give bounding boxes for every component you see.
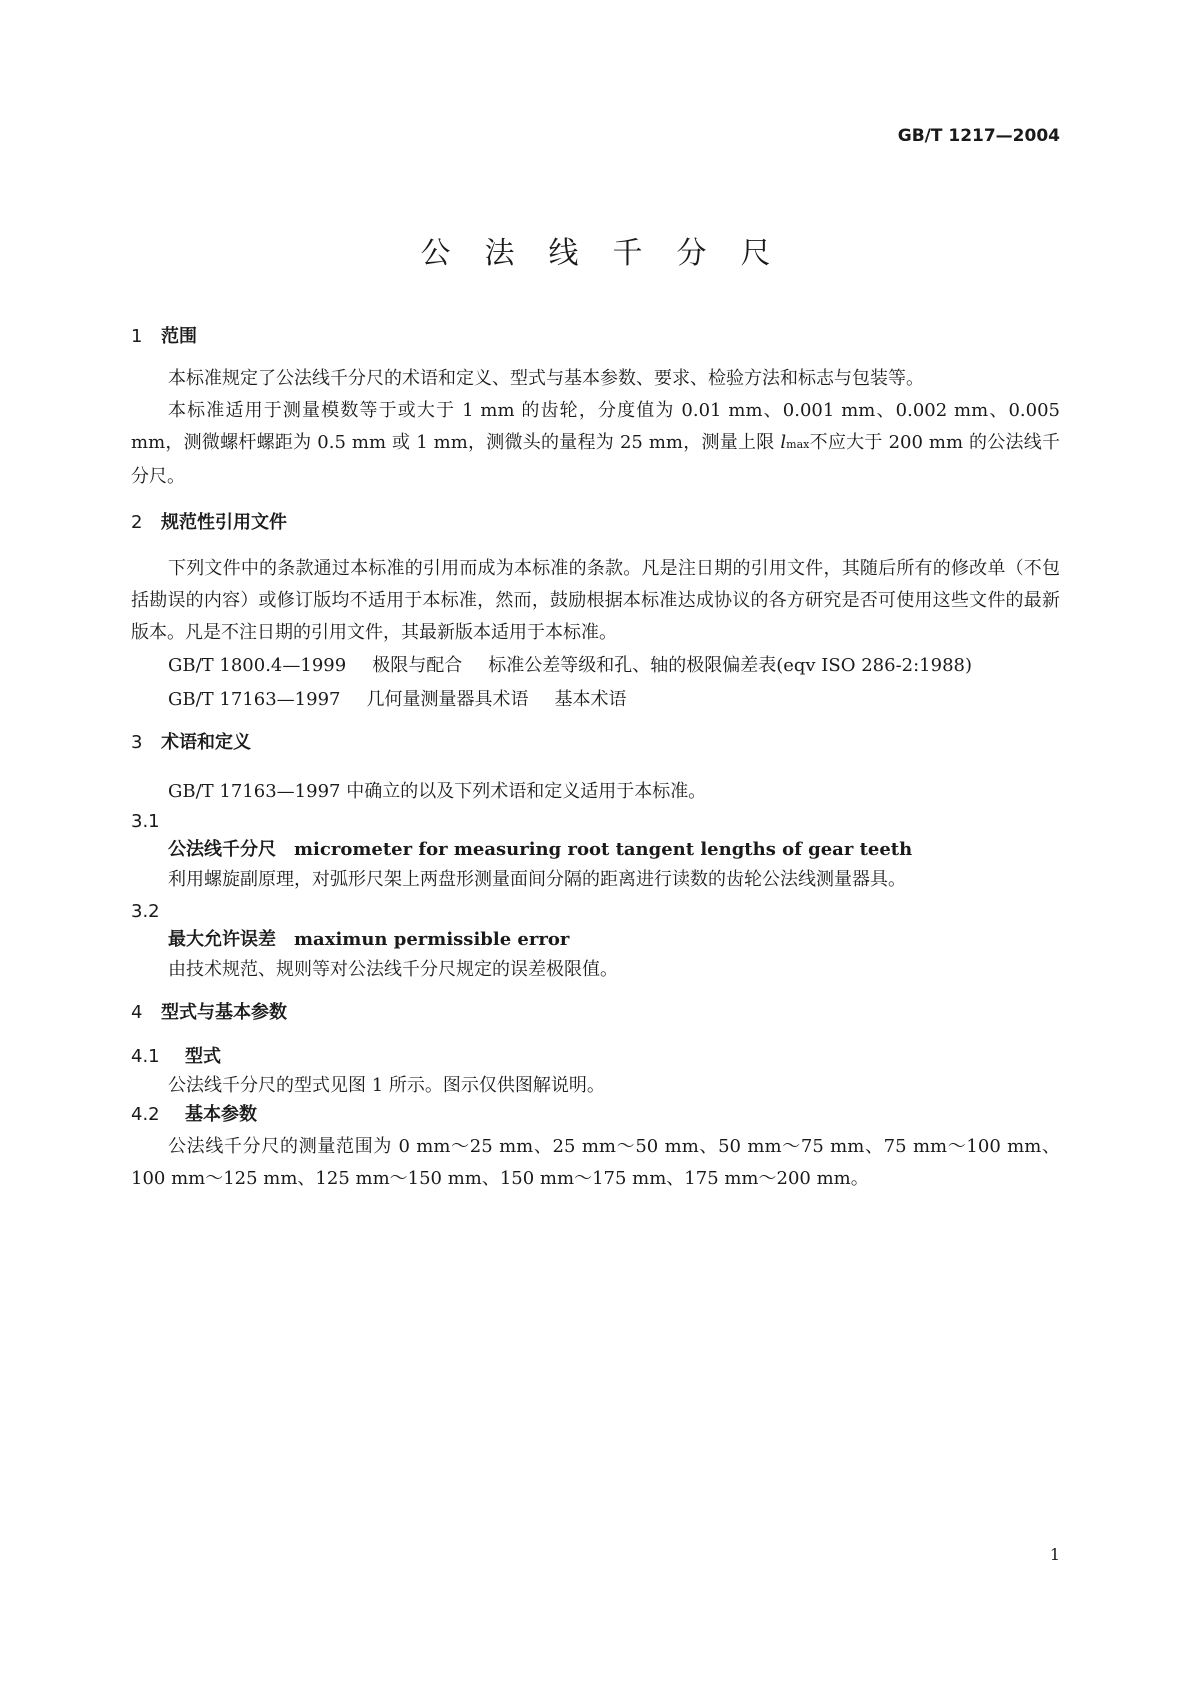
section-4-1-text: 公法线千分尺的型式见图 1 所示。图示仅供图解说明。	[168, 1075, 605, 1096]
section-title: 范围	[161, 326, 197, 347]
section-title: 型式与基本参数	[161, 1002, 287, 1023]
section-number: 4.1	[131, 1046, 160, 1067]
section-number: 1	[131, 326, 143, 347]
standard-number: GB/T 1217—2004	[897, 126, 1060, 146]
section-1-heading	[131, 325, 1060, 349]
section-title: 基本参数	[185, 1104, 257, 1125]
term-3-1: 公法线千分尺 micrometer for measuring root tangent lengths of gear teeth	[168, 839, 913, 860]
term-number: 3.1	[131, 811, 160, 832]
term-3-2-definition: 由技术规范、规则等对公法线千分尺规定的误差极限值。	[168, 959, 618, 980]
section-number: 3	[131, 732, 143, 753]
section-title: 术语和定义	[161, 732, 251, 753]
document-title: 公法线千分尺	[420, 236, 805, 271]
section-4-2-heading	[131, 1103, 1060, 1127]
term-3-1-definition: 利用螺旋副原理，对弧形尺架上两盘形测量面间分隔的距离进行读数的齿轮公法线测量器具。	[168, 869, 906, 890]
section-title: 型式	[185, 1046, 221, 1067]
scope-paragraph-1: 本标准规定了公法线千分尺的术语和定义、型式与基本参数、要求、检验方法和标志与包装等。	[168, 368, 924, 389]
section-title: 规范性引用文件	[161, 512, 287, 533]
reference-item: GB/T 17163—1997 几何量测量器具术语 基本术语	[168, 689, 627, 710]
section-number: 4.2	[131, 1104, 160, 1125]
term-number: 3.2	[131, 901, 160, 922]
document-body	[131, 325, 1060, 1195]
section-4-2-text: 公法线千分尺的测量范围为 0 mm～25 mm、25 mm～50 mm、50 mm～75 mm、75 mm～100 mm、100 mm～125 mm、125 mm～150 mm、150 mm～175 mm、175 mm～200 mm。	[131, 1136, 1060, 1189]
reference-item: GB/T 1800.4—1999 极限与配合 标准公差等级和孔、轴的极限偏差表(eqv ISO 286-2:1988)	[168, 655, 972, 676]
scope-paragraph-2: 本标准适用于测量模数等于或大于 1 mm 的齿轮，分度值为 0.01 mm、0.001 mm、0.002 mm、0.005 mm，测微螺杆螺距为 0.5 mm 或 1 mm，测微头的量程为 25 mm，测量上限 lmax不应大于 200 mm 的公法线千分尺。	[131, 400, 1060, 487]
section-3-heading	[131, 731, 1060, 755]
section-4-heading	[131, 1001, 1060, 1025]
section-4-1-heading	[131, 1045, 1060, 1069]
term-3-2: 最大允许误差 maximun permissible error	[168, 929, 570, 950]
page-number: 1	[1049, 1545, 1060, 1564]
section-number: 2	[131, 512, 143, 533]
section-2-heading	[131, 511, 1060, 535]
section-number: 4	[131, 1002, 143, 1023]
terms-intro-paragraph: GB/T 17163—1997 中确立的以及下列术语和定义适用于本标准。	[168, 781, 707, 802]
normative-references-paragraph: 下列文件中的条款通过本标准的引用而成为本标准的条款。凡是注日期的引用文件，其随后所有的修改单（不包括勘误的内容）或修订版均不适用于本标准，然而，鼓励根据本标准达成协议的各方研究是否可使用这些文件的最新版本。凡是不注日期的引用文件，其最新版本适用于本标准。	[131, 558, 1060, 643]
